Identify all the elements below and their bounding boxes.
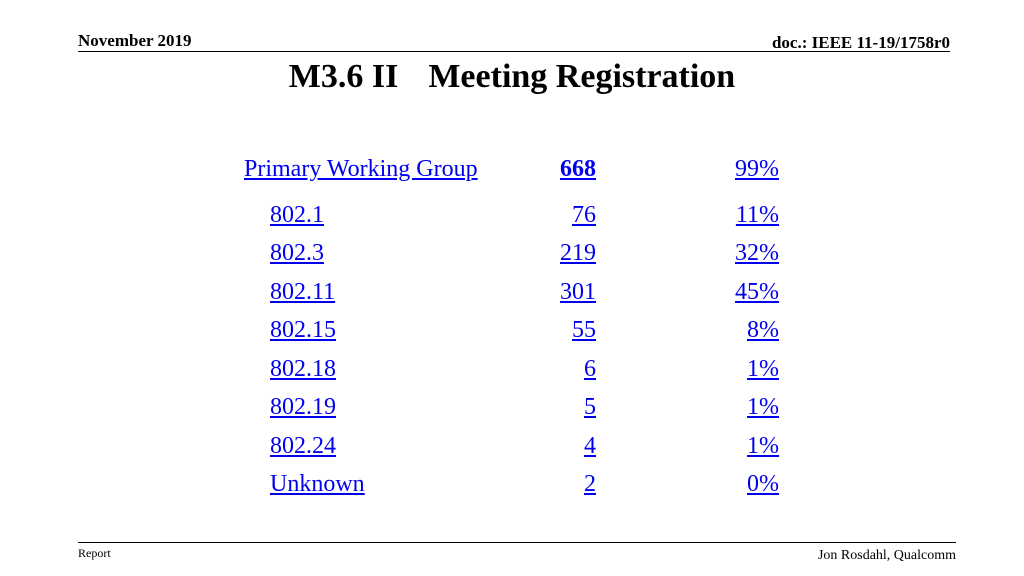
header-date: November 2019 [78,31,192,50]
primary-group-count[interactable]: 668 [560,156,596,182]
row-count[interactable]: 219 [560,240,596,266]
footer-divider [78,542,956,543]
row-percent[interactable]: 1% [747,356,779,382]
header-doc-id: doc.: IEEE 11-19/1758r0 [771,33,950,52]
row-count[interactable]: 55 [572,317,596,343]
row-count[interactable]: 5 [584,394,596,420]
row-percent[interactable]: 1% [747,433,779,459]
title-part-3: Meeting Registration [428,58,736,95]
row-percent[interactable]: 45% [735,279,779,305]
row-count[interactable]: 76 [572,202,596,228]
row-percent[interactable]: 11% [735,202,779,228]
row-count[interactable]: 6 [584,356,596,382]
row-count[interactable]: 4 [584,433,596,459]
row-name[interactable]: 802.24 [270,433,336,459]
footer-left-label: Report [78,546,111,560]
row-count[interactable]: 301 [560,279,596,305]
row-name[interactable]: 802.18 [270,356,336,382]
title-part-1: M3.6 [288,58,364,95]
row-count[interactable]: 2 [584,471,596,497]
row-percent[interactable]: 0% [747,471,779,497]
title-part-2: II [371,58,399,95]
row-name[interactable]: 802.11 [270,279,336,305]
primary-group-percent[interactable]: 99% [735,156,779,182]
row-name[interactable]: Unknown [270,471,365,497]
row-percent[interactable]: 8% [747,317,779,343]
row-name[interactable]: 802.19 [270,394,336,420]
row-name[interactable]: 802.15 [270,317,336,343]
row-percent[interactable]: 1% [747,394,779,420]
row-name[interactable]: 802.1 [270,202,324,228]
primary-group-label[interactable]: Primary Working Group [244,156,478,182]
row-name[interactable]: 802.3 [270,240,324,266]
footer-author: Jon Rosdahl, Qualcomm [817,548,956,563]
row-percent[interactable]: 32% [735,240,779,266]
